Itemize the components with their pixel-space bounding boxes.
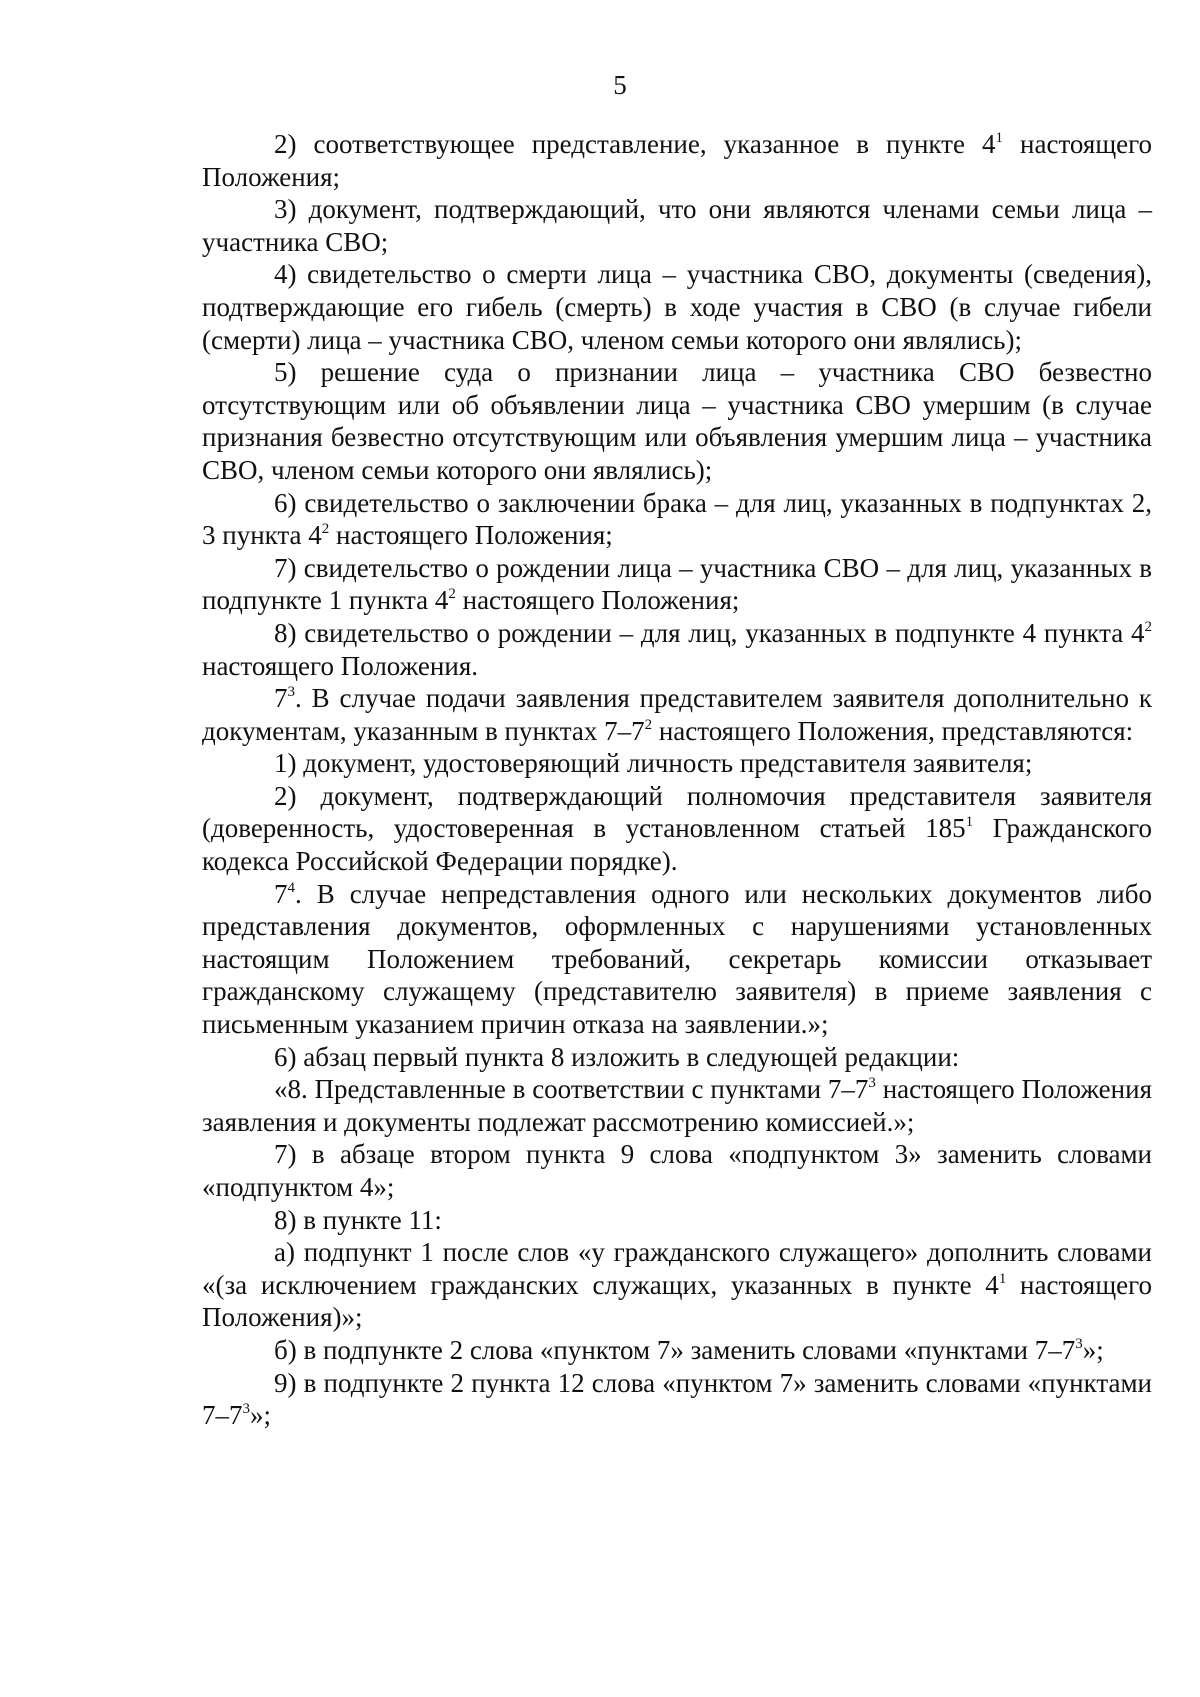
paragraph-text: 2) соответствующее представление, указанное в пункте 4 xyxy=(274,129,996,159)
superscript: 4 xyxy=(287,879,295,896)
superscript: 1 xyxy=(965,814,974,831)
superscript: 1 xyxy=(995,130,1004,146)
page-number: 5 xyxy=(613,70,627,100)
paragraph-text: 7) свидетельство о рождении лица – участника СВО – для лиц, указанных в подпункте 1 пункта 4 xyxy=(202,552,1152,616)
superscript: 2 xyxy=(1144,618,1152,635)
paragraph-item-4 xyxy=(202,258,1152,356)
paragraph-text: 4) свидетельство о смерти лица – участника СВО, документы (сведения), подтверждающие его гибель (смерть) в ходе участия в СВО (в случае гибели (смерти) лица – участника СВО, членом семьи которого они являлись); xyxy=(202,259,1152,355)
paragraph-text: 2) документ, подтверждающий полномочия представителя заявителя (доверенность, удостоверенная в установленном статьей 185 xyxy=(202,780,1152,844)
superscript: 3 xyxy=(242,1401,250,1418)
paragraph-text: а) подпункт 1 после слов «у гражданского служащего» дополнить словами «(за исключением гражданских служащих, указанных в пункте 4 xyxy=(202,1237,1152,1300)
paragraph-subitem-2 xyxy=(202,780,1152,878)
paragraph-amendment-9 xyxy=(202,1367,1152,1432)
superscript: 2 xyxy=(644,716,653,733)
paragraph-text: «8. Представленные в соответствии с пунктами 7–7 xyxy=(274,1074,869,1105)
paragraph-text: 7 xyxy=(274,683,288,714)
paragraph-text: 7 xyxy=(274,878,288,909)
paragraph-item-6 xyxy=(202,487,1152,552)
paragraph-text: настоящего Положения, представляются: xyxy=(652,715,1134,746)
paragraph-item-3 xyxy=(202,193,1152,258)
paragraph-subitem-b xyxy=(202,1334,1152,1367)
paragraph-text: настоящего Положения; xyxy=(202,129,1152,192)
paragraph-text: 9) в подпункте 2 пункта 12 слова «пунктом 7» заменить словами «пунктами 7–7 xyxy=(202,1367,1152,1431)
paragraph-subitem-1 xyxy=(202,747,1152,780)
paragraph-text: 6) абзац первый пункта 8 изложить в следующей редакции: xyxy=(274,1041,960,1072)
paragraph-clause-7-4 xyxy=(202,878,1152,1041)
paragraph-item-5 xyxy=(202,356,1152,486)
paragraph-text: настоящего Положения; xyxy=(329,520,613,551)
superscript: 3 xyxy=(1075,1335,1083,1352)
paragraph-text: Гражданского кодекса Российской Федерации порядке). xyxy=(202,813,1152,877)
paragraph-text: б) в подпункте 2 слова «пунктом 7» заменить словами «пунктами 7–7 xyxy=(274,1334,1076,1365)
paragraph-text: 6) свидетельство о заключении брака – для лиц, указанных в подпунктах 2, 3 пункта 4 xyxy=(202,487,1152,551)
paragraph-text: 1) документ, удостоверяющий личность представителя заявителя; xyxy=(274,748,1033,779)
paragraph-subitem-a xyxy=(202,1236,1152,1334)
paragraph-text: . В случае подачи заявления представителем заявителя дополнительно к документам, указанным в пунктах 7–7 xyxy=(202,683,1152,746)
paragraph-text: настоящего Положения)»; xyxy=(202,1269,1152,1333)
paragraph-amendment-7 xyxy=(202,1138,1152,1203)
paragraph-amendment-6 xyxy=(202,1041,1152,1074)
paragraph-text: »; xyxy=(1082,1334,1104,1365)
superscript: 2 xyxy=(448,586,456,603)
paragraph-text: 8) в пункте 11: xyxy=(274,1204,442,1235)
paragraph-text: 5) решение суда о признании лица – участника СВО безвестно отсутствующим или об объявлении лица – участника СВО умершим (в случае признания безвестно отсутствующим или объявления умершим лица – участника СВО, членом семьи которого они являлись); xyxy=(202,357,1152,485)
superscript: 3 xyxy=(287,684,295,701)
superscript: 2 xyxy=(321,521,330,538)
paragraph-text: 3) документ, подтверждающий, что они являются членами семьи лица – участника СВО; xyxy=(202,194,1152,257)
paragraph-clause-7-3 xyxy=(202,682,1152,747)
superscript: 1 xyxy=(998,1270,1007,1287)
paragraph-text: настоящего Положения заявления и документы подлежат рассмотрению комиссией.»; xyxy=(202,1074,1152,1137)
paragraph-text: настоящего Положения; xyxy=(455,585,740,616)
paragraph-item-2 xyxy=(202,128,1152,193)
paragraph-text: 8) свидетельство о рождении – для лиц, указанных в подпункте 4 пункта 4 xyxy=(274,617,1145,648)
paragraph-item-8 xyxy=(202,617,1152,682)
paragraph-clause-8 xyxy=(202,1073,1152,1138)
paragraph-text: . В случае непредставления одного или нескольких документов либо представления документов, оформленных с нарушениями установленных настоящим Положением требований, секретарь комиссии отказывает гражданскому служащему (представителю заявителя) в приеме заявления с письменным указанием причин отказа на заявлении.»; xyxy=(202,878,1152,1040)
paragraph-amendment-8 xyxy=(202,1204,1152,1237)
superscript: 3 xyxy=(868,1075,876,1092)
paragraph-text: 7) в абзаце втором пункта 9 слова «подпунктом 3» заменить словами «подпунктом 4»; xyxy=(202,1139,1152,1202)
document-body xyxy=(202,128,1152,1432)
paragraph-text: настоящего Положения. xyxy=(202,650,478,681)
paragraph-item-7 xyxy=(202,552,1152,617)
paragraph-text: »; xyxy=(250,1400,272,1431)
